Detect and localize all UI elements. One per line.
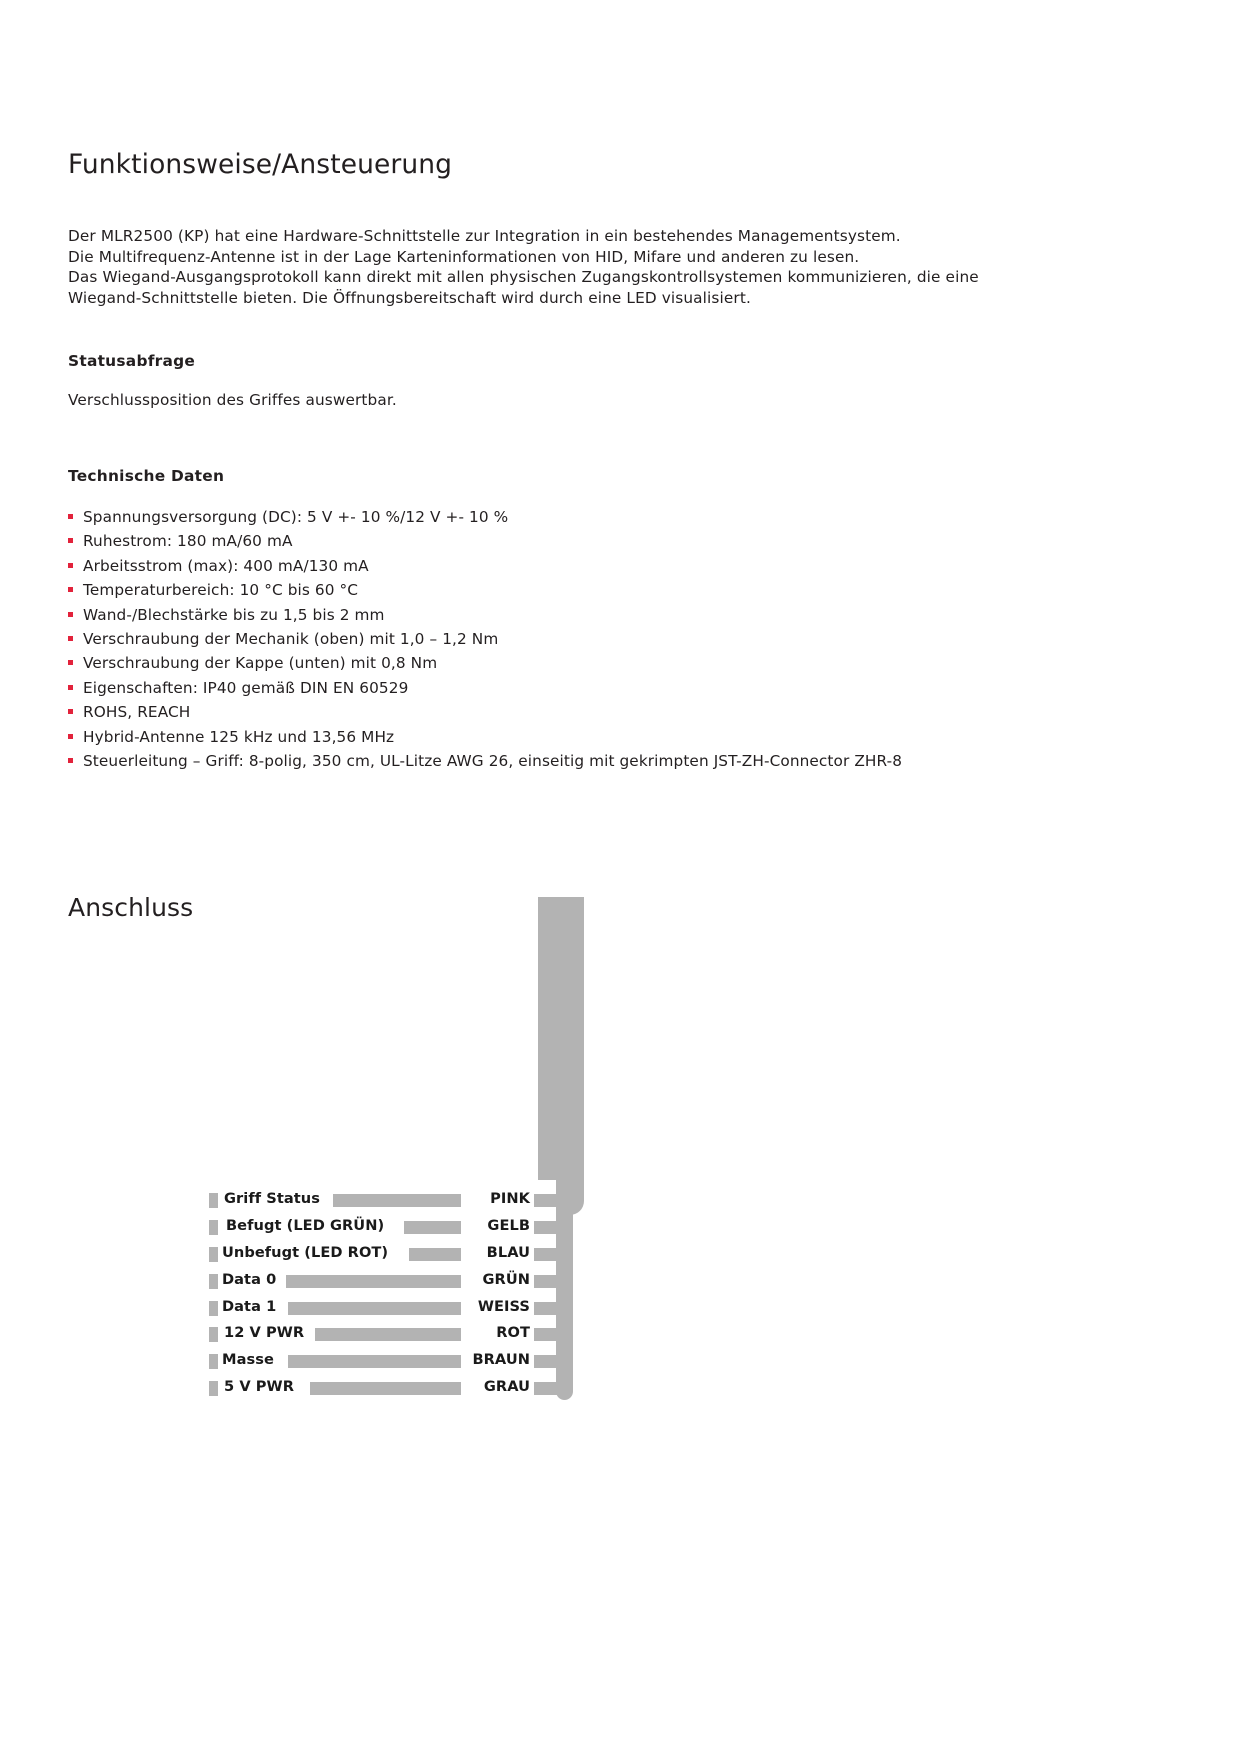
list-item	[68, 554, 1128, 578]
wire-color-label: PINK	[490, 1190, 530, 1207]
wire-stub-graphic	[534, 1328, 570, 1341]
wire-signal-label: 5 V PWR	[224, 1378, 294, 1396]
square-bullet-icon	[68, 612, 73, 617]
wire-stub-graphic	[534, 1194, 570, 1207]
wire-signal-label: Befugt (LED GRÜN)	[226, 1216, 385, 1234]
square-bullet-icon	[68, 709, 73, 714]
list-item	[68, 603, 1128, 627]
square-bullet-icon	[68, 514, 73, 519]
square-bullet-icon	[68, 563, 73, 568]
square-bullet-icon	[68, 685, 73, 690]
wire-stub-graphic	[534, 1302, 570, 1315]
wire-row	[0, 1377, 1240, 1404]
wire-stub-graphic	[534, 1275, 570, 1288]
wire-row	[0, 1216, 1240, 1243]
wire-row	[0, 1323, 1240, 1350]
list-item	[68, 651, 1128, 675]
wire-signal-label: Unbefugt (LED ROT)	[222, 1243, 389, 1261]
list-item-label: Eigenschaften: IP40 gemäß DIN EN 60529	[83, 678, 409, 697]
wire-color-label: GELB	[487, 1216, 530, 1234]
intro-line-1: Der MLR2500 (KP) hat eine Hardware-Schnittstelle zur Integration in ein bestehendes Managementsystem.	[68, 227, 901, 245]
wire-stub-graphic	[534, 1221, 570, 1234]
intro-line-4: Wiegand-Schnittstelle bieten. Die Öffnungsbereitschaft wird durch eine LED visualisiert.	[68, 288, 751, 307]
list-item	[68, 627, 1128, 651]
wire-signal-label: Masse	[222, 1351, 274, 1369]
list-item-label: Arbeitsstrom (max): 400 mA/130 mA	[83, 556, 369, 575]
square-bullet-icon	[68, 587, 73, 592]
list-item-label: Wand-/Blechstärke bis zu 1,5 bis 2 mm	[83, 605, 385, 624]
tech-data-heading: Technische Daten	[68, 467, 225, 485]
intro-line-2: Die Multifrequenz-Antenne ist in der Lage Karteninformationen von HID, Mifare und anderen zu lesen.	[68, 247, 860, 266]
status-heading: Statusabfrage	[68, 352, 196, 370]
wire-row-list	[0, 1189, 1240, 1404]
tech-spec-list	[68, 505, 1128, 773]
wire-tick-icon	[209, 1247, 218, 1262]
wire-row	[0, 1350, 1240, 1377]
list-item	[68, 676, 1128, 700]
wire-row	[0, 1243, 1240, 1270]
list-item-label: Steuerleitung – Griff: 8-polig, 350 cm, UL-Litze AWG 26, einseitig mit gekrimpten JST-ZH-Connector ZHR-8	[83, 752, 903, 771]
wire-signal-label: Data 1	[222, 1297, 277, 1315]
list-item	[68, 529, 1128, 553]
list-item-label: Verschraubung der Kappe (unten) mit 0,8 Nm	[83, 654, 438, 673]
wire-tick-icon	[209, 1274, 218, 1289]
intro-paragraph	[68, 226, 1068, 308]
wire-tick-icon	[209, 1354, 218, 1369]
wire-row	[0, 1297, 1240, 1324]
list-item-label: Spannungsversorgung (DC): 5 V +- 10 %/12 V +- 10 %	[83, 508, 509, 526]
connection-diagram	[0, 880, 1240, 1440]
list-item-label: Ruhestrom: 180 mA/60 mA	[83, 532, 293, 551]
wire-tick-icon	[209, 1327, 218, 1342]
list-item-label: Hybrid-Antenne 125 kHz und 13,56 MHz	[83, 727, 395, 746]
square-bullet-icon	[68, 538, 73, 543]
intro-line-3: Das Wiegand-Ausgangsprotokoll kann direkt mit allen physischen Zugangskontrollsystemen kommunizieren, die eine	[68, 268, 979, 287]
wire-stub-graphic	[534, 1382, 570, 1395]
list-item	[68, 505, 1128, 529]
wire-stub-graphic	[534, 1355, 570, 1368]
wire-tick-icon	[209, 1301, 218, 1316]
square-bullet-icon	[68, 734, 73, 739]
square-bullet-icon	[68, 660, 73, 665]
wire-tick-icon	[209, 1381, 218, 1396]
list-item-label: ROHS, REACH	[83, 703, 191, 722]
list-item	[68, 700, 1128, 724]
wire-signal-label: 12 V PWR	[224, 1324, 305, 1342]
list-item	[68, 749, 1128, 773]
wire-signal-label: Data 0	[222, 1270, 277, 1288]
wire-color-label: GRÜN	[482, 1270, 530, 1288]
wire-color-label: ROT	[496, 1324, 530, 1342]
list-item-label: Temperaturbereich: 10 °C bis 60 °C	[83, 581, 359, 600]
cable-body-graphic	[538, 897, 584, 1180]
wire-color-label: GRAU	[483, 1378, 530, 1396]
wire-tick-icon	[209, 1220, 218, 1235]
list-item	[68, 725, 1128, 749]
list-item-label: Verschraubung der Mechanik (oben) mit 1,0 – 1,2 Nm	[83, 630, 499, 649]
status-text: Verschlussposition des Griffes auswertbar.	[68, 391, 397, 409]
wire-row	[0, 1189, 1240, 1216]
wire-signal-label: Griff Status	[224, 1190, 320, 1207]
square-bullet-icon	[68, 758, 73, 763]
wire-row	[0, 1270, 1240, 1297]
connection-heading: Anschluss	[68, 893, 194, 922]
square-bullet-icon	[68, 636, 73, 641]
list-item	[68, 578, 1128, 602]
wire-color-label: BRAUN	[472, 1351, 530, 1369]
wire-color-label: BLAU	[486, 1243, 530, 1261]
page-title: Funktionsweise/Ansteuerung	[68, 149, 453, 180]
wire-stub-graphic	[534, 1248, 570, 1261]
wire-tick-icon	[209, 1193, 218, 1208]
wire-color-label: WEISS	[477, 1297, 530, 1315]
